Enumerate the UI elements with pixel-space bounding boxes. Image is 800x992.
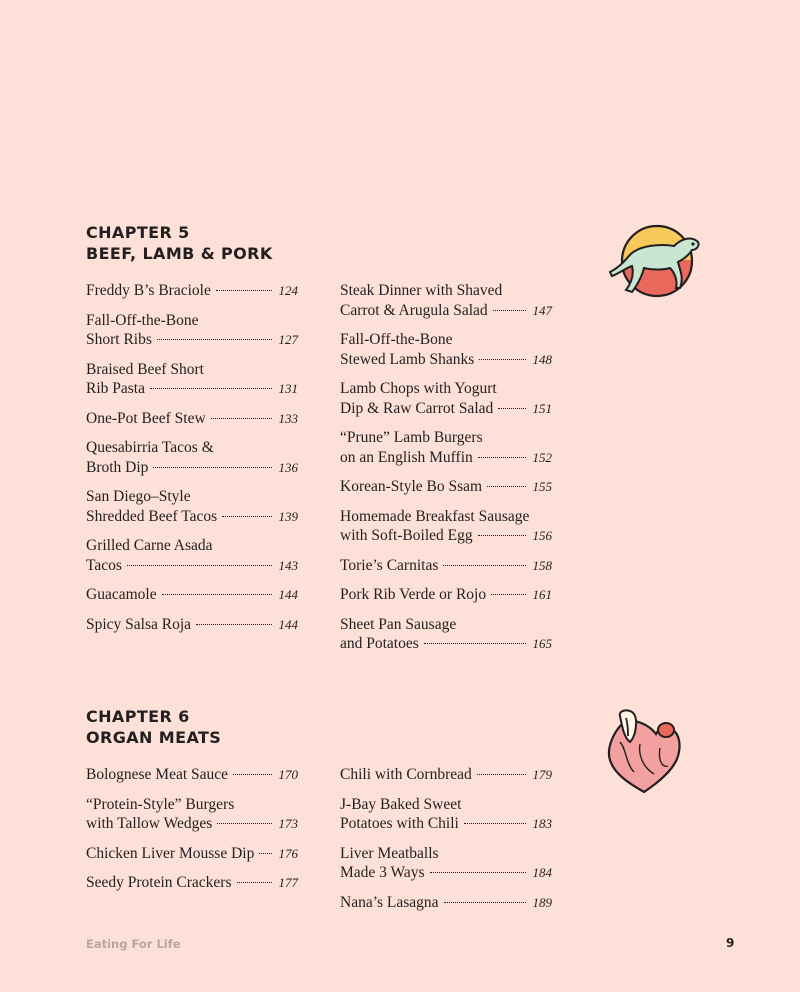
leader-dots: [216, 289, 272, 291]
leader-dots: [493, 309, 526, 311]
page-number: 170: [278, 767, 298, 782]
entry-title: “Protein-Style” Burgers: [86, 795, 235, 813]
toc-entry[interactable]: [86, 585, 298, 605]
leader-dots: [259, 852, 272, 854]
toc-entry[interactable]: [340, 428, 552, 467]
toc-entry[interactable]: [86, 438, 298, 477]
leader-dots: [487, 485, 526, 487]
entry-title: Spicy Salsa Roja: [86, 615, 192, 633]
chapter6-left-column: [86, 765, 298, 903]
chapter5-label: CHAPTER 5: [86, 223, 190, 242]
toc-entry[interactable]: [340, 585, 552, 605]
entry-title: and Potatoes: [340, 635, 419, 652]
entry-title: Chili with Cornbread: [340, 766, 472, 783]
leader-dots: [444, 901, 526, 903]
toc-entry[interactable]: [340, 507, 552, 546]
chapter6-right-column: [340, 765, 552, 922]
toc-entry[interactable]: [86, 536, 298, 575]
toc-entry[interactable]: [340, 556, 552, 576]
toc-entry[interactable]: [86, 765, 298, 785]
leader-dots: [157, 338, 272, 340]
entry-title: J-Bay Baked Sweet: [340, 795, 462, 813]
entry-title: Made 3 Ways: [340, 864, 425, 881]
leader-dots: [424, 642, 526, 644]
page-number: 151: [532, 400, 552, 416]
toc-entry[interactable]: [86, 487, 298, 526]
chapter5-heading: [86, 222, 273, 264]
leader-dots: [479, 358, 526, 360]
entry-title: One-Pot Beef Stew: [86, 409, 206, 427]
leader-dots: [464, 822, 526, 824]
page-number: 133: [278, 410, 298, 426]
entry-title: with Tallow Wedges: [86, 815, 213, 832]
entry-title: Liver Meatballs: [340, 844, 439, 862]
page-number: 165: [532, 636, 552, 651]
running-footer-title: Eating For Life: [86, 937, 181, 951]
entry-title: Homemade Breakfast Sausage: [340, 507, 530, 525]
page-number: 173: [278, 816, 298, 831]
page-number: 156: [532, 528, 552, 543]
entry-title: Stewed Lamb Shanks: [340, 350, 475, 368]
entry-title: Dip & Raw Carrot Salad: [340, 399, 494, 417]
leader-dots: [498, 407, 526, 409]
page-number: 152: [532, 449, 552, 465]
lamb-sunset-icon: [608, 222, 712, 300]
page-number: 184: [532, 865, 552, 880]
leader-dots: [127, 564, 272, 566]
entry-title: Sheet Pan Sausage: [340, 615, 457, 633]
toc-entry[interactable]: [340, 795, 552, 834]
page-number: 139: [278, 508, 298, 524]
entry-title: Seedy Protein Crackers: [86, 874, 232, 891]
entry-title: Grilled Carne Asada: [86, 537, 213, 554]
toc-entry[interactable]: [86, 409, 298, 429]
leader-dots: [211, 417, 272, 419]
toc-entry[interactable]: [86, 311, 298, 350]
toc-entry[interactable]: [340, 477, 552, 497]
page-number: 189: [532, 894, 552, 910]
entry-title: Bolognese Meat Sauce: [86, 766, 229, 783]
chapter5-title: BEEF, LAMB & PORK: [86, 244, 273, 263]
entry-title: Fall-Off-the-Bone: [86, 311, 199, 329]
leader-dots: [430, 871, 526, 873]
entry-title: Braised Beef Short: [86, 360, 204, 378]
entry-title: Korean-Style Bo Ssam: [340, 478, 483, 495]
entry-title: Nana’s Lasagna: [340, 893, 439, 911]
toc-entry[interactable]: [86, 281, 298, 301]
entry-title: Steak Dinner with Shaved: [340, 282, 503, 299]
page-number: 176: [278, 845, 298, 861]
toc-entry[interactable]: [340, 893, 552, 913]
entry-title: Shredded Beef Tacos: [86, 507, 218, 525]
toc-entry[interactable]: [340, 379, 552, 418]
chapter5-right-column: [340, 281, 552, 664]
leader-dots: [222, 515, 272, 517]
toc-entry[interactable]: [340, 281, 552, 320]
page-number: 143: [278, 557, 298, 573]
entry-title: Tacos: [86, 556, 122, 574]
entry-title: Guacamole: [86, 586, 157, 603]
leader-dots: [491, 593, 526, 595]
toc-entry[interactable]: [86, 360, 298, 399]
leader-dots: [443, 564, 526, 566]
entry-title: Chicken Liver Mousse Dip: [86, 844, 255, 862]
leader-dots: [150, 387, 272, 389]
leader-dots: [478, 456, 526, 458]
page-number: 177: [278, 875, 298, 890]
entry-title: Torie’s Carnitas: [340, 556, 439, 574]
leader-dots: [233, 773, 272, 775]
toc-entry[interactable]: [86, 615, 298, 635]
leader-dots: [237, 881, 273, 883]
chapter5-left-column: [86, 281, 298, 644]
entry-title: Quesabirria Tacos &: [86, 439, 214, 456]
page-number: 158: [532, 557, 552, 573]
leader-dots: [196, 623, 272, 625]
toc-entry[interactable]: [340, 765, 552, 785]
entry-title: Rib Pasta: [86, 380, 145, 397]
page-number: 144: [278, 587, 298, 602]
heart-organ-icon: [604, 708, 684, 796]
leader-dots: [153, 466, 272, 468]
entry-title: Carrot & Arugula Salad: [340, 301, 488, 319]
page-number: 131: [278, 381, 298, 396]
toc-entry[interactable]: [340, 844, 552, 883]
page-number-footer: 9: [726, 936, 735, 950]
toc-entry[interactable]: [86, 795, 298, 834]
leader-dots: [162, 593, 272, 595]
page-number: 144: [278, 616, 298, 632]
chapter6-title: ORGAN MEATS: [86, 728, 222, 747]
page-number: 147: [532, 302, 552, 318]
entry-title: Potatoes with Chili: [340, 815, 459, 832]
toc-entry[interactable]: [340, 615, 552, 654]
toc-entry[interactable]: [340, 330, 552, 369]
toc-entry[interactable]: [86, 844, 298, 864]
leader-dots: [217, 822, 272, 824]
entry-title: “Prune” Lamb Burgers: [340, 429, 483, 446]
page-number: 161: [532, 587, 552, 602]
entry-title: Lamb Chops with Yogurt: [340, 380, 497, 397]
page-number: 148: [532, 351, 552, 367]
page-number: 155: [532, 479, 552, 494]
entry-title: Freddy B’s Braciole: [86, 282, 211, 299]
entry-title: San Diego–Style: [86, 488, 191, 505]
chapter6-label: CHAPTER 6: [86, 707, 190, 726]
page-number: 124: [278, 283, 298, 298]
chapter6-heading: [86, 706, 221, 748]
entry-title: with Soft-Boiled Egg: [340, 527, 473, 544]
entry-title: Short Ribs: [86, 331, 152, 348]
page-number: 179: [532, 767, 552, 782]
page-number: 136: [278, 459, 298, 475]
entry-title: Pork Rib Verde or Rojo: [340, 586, 487, 603]
entry-title: Fall-Off-the-Bone: [340, 331, 453, 348]
entry-title: on an English Muffin: [340, 448, 473, 466]
entry-title: Broth Dip: [86, 458, 149, 476]
leader-dots: [477, 773, 526, 775]
toc-entry[interactable]: [86, 873, 298, 893]
page-number: 127: [278, 332, 298, 347]
page-number: 183: [532, 816, 552, 831]
leader-dots: [478, 534, 526, 536]
